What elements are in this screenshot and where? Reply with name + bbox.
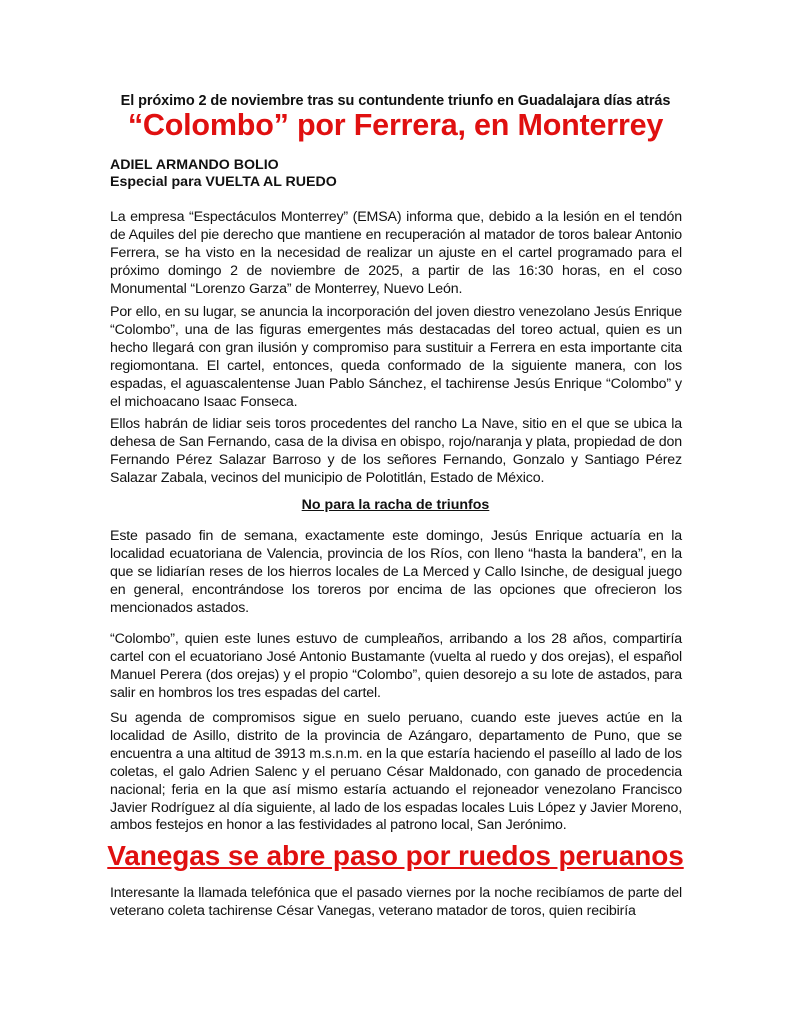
author-name: ADIEL ARMANDO BOLIO — [110, 157, 279, 173]
paragraph-2: Por ello, en su lugar, se anuncia la incorporación del joven diestro venezolano Jesús Enrique “Colombo”, una de las figuras emergentes más destacadas del toreo actual, quien es un hecho llegará con gran ilusión y compromiso para sustituir a Ferrera en esta importante cita regiomontana. El cartel, entonces, queda conformado de la siguiente manera, con los espadas, el aguascalentense Juan Pablo Sánchez, el tachirense Jesús Enrique “Colombo” y el michoacano Isaac Fonseca. — [110, 304, 682, 410]
article-headline: “Colombo” por Ferrera, en Monterrey — [127, 108, 664, 142]
paragraph-7: Interesante la llamada telefónica que el pasado viernes por la noche recibíamos de parte del veterano coleta tachirense César Vanegas, veterano matador de toros, quien recibiría — [110, 885, 682, 919]
paragraph-6: Su agenda de compromisos sigue en suelo peruano, cuando este jueves actúe en la localidad de Asillo, distrito de la provincia de Azángaro, departamento de Puno, que se encuentra a una altitud de 3913 m.s.n.m. en la que estaría haciendo el paseíllo al lado de los coletas, el galo Adrien Salenc y el peruano César Maldonado, con ganado de procedencia nacional; feria en la que así mismo estaría actuando el rejoneador venezolano Francisco Javier Rodríguez al día siguiente, al lado de los espadas locales Luis López y Javier Moreno, ambos festejos en honor a las festividades al patrono local, San Jerónimo. — [110, 710, 682, 834]
second-headline: Vanegas se abre paso por ruedos peruanos — [107, 840, 684, 871]
paragraph-4: Este pasado fin de semana, exactamente este domingo, Jesús Enrique actuaría en la localidad ecuatoriana de Valencia, provincia de los Ríos, con lleno “hasta la bandera”, en la que se lidiarían reses de los hierros locales de La Merced y Callo Isinche, de desigual juego en general, encontrándose los toreros por encima de las opciones que ofrecieron los mencionados astados. — [110, 528, 682, 616]
paragraph-3: Ellos habrán de lidiar seis toros procedentes del rancho La Nave, sitio en el que se ubica la dehesa de San Fernando, casa de la divisa en obispo, rojo/naranja y plata, propiedad de don Fernando Pérez Salazar Barroso y de los señores Fernando, Gonzalo y Santiago Pérez Salazar Zabala, vecinos del municipio de Polotitlán, Estado de México. — [110, 416, 682, 486]
paragraph-5: “Colombo”, quien este lunes estuvo de cumpleaños, arribando a los 28 años, compartiría cartel con el ecuatoriano José Antonio Bustamante (vuelta al ruedo y dos orejas), el español Manuel Perera (dos orejas) y el propio “Colombo”, quien desorejo a su lote de astados, para salir en hombros los tres espadas del cartel. — [110, 631, 682, 701]
paragraph-1: La empresa “Espectáculos Monterrey” (EMSA) informa que, debido a la lesión en el tendón de Aquiles del pie derecho que mantiene en recuperación al matador de toros balear Antonio Ferrera, se ha visto en la necesidad de realizar un ajuste en el cartel programado para el próximo domingo 2 de noviembre de 2025, a partir de las 16:30 horas, en el coso Monumental “Lorenzo Garza” de Monterrey, Nuevo León. — [110, 209, 682, 297]
section-subhead: No para la racha de triunfos — [301, 497, 490, 513]
byline — [110, 157, 337, 191]
outlet-name: Especial para VUELTA AL RUEDO — [110, 174, 337, 190]
article-kicker: El próximo 2 de noviembre tras su contundente triunfo en Guadalajara días atrás — [120, 93, 671, 109]
